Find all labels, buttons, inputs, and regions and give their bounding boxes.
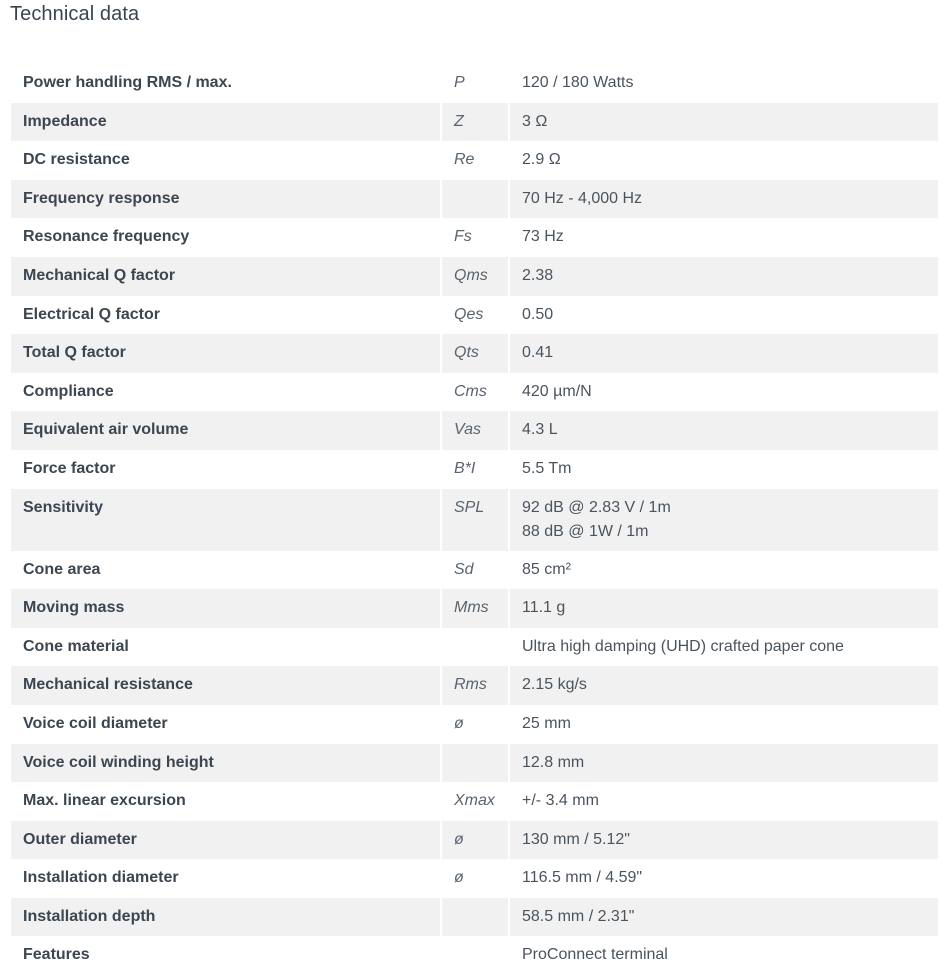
table-row: [11, 898, 938, 937]
table-row: [11, 334, 938, 373]
spec-symbol: [440, 744, 510, 783]
spec-symbol: [440, 628, 510, 667]
spec-value: 73 Hz: [522, 228, 564, 246]
table-row: [11, 705, 938, 744]
spec-label: Mechanical Q factor: [11, 257, 440, 296]
table-row: [11, 218, 938, 257]
spec-value: 2.9 Ω: [522, 151, 561, 169]
spec-value: [510, 489, 938, 551]
spec-value: 11.1 g: [510, 589, 938, 628]
spec-symbol: Re: [440, 141, 510, 180]
spec-label: Voice coil winding height: [11, 744, 440, 783]
spec-symbol: P: [440, 64, 510, 103]
spec-value: 5.5 Tm: [522, 459, 572, 477]
table-row: [11, 628, 938, 667]
spec-label: Mechanical resistance: [11, 666, 440, 705]
spec-symbol: Qes: [440, 296, 510, 335]
spec-value: 116.5 mm / 4.59": [522, 869, 643, 887]
spec-value: 25 mm: [522, 714, 571, 732]
spec-symbol: ø: [440, 859, 510, 898]
table-row: [11, 103, 938, 142]
spec-label: Compliance: [23, 382, 114, 400]
spec-label: Force factor: [23, 459, 116, 477]
table-row: [11, 551, 938, 590]
spec-value-line: 92 dB @ 2.83 V / 1m: [522, 498, 671, 516]
spec-label: Installation depth: [11, 898, 440, 937]
spec-label: Voice coil diameter: [23, 714, 168, 732]
spec-label: Outer diameter: [11, 821, 440, 860]
table-row: [11, 859, 938, 898]
spec-label: Power handling RMS / max.: [23, 74, 232, 91]
table-row: [11, 373, 938, 412]
spec-value-line: 88 dB @ 1W / 1m: [522, 522, 649, 540]
table-row: [11, 782, 938, 821]
spec-symbol: Rms: [440, 666, 510, 705]
spec-label: Max. linear excursion: [23, 792, 186, 810]
spec-label: Installation diameter: [23, 869, 179, 887]
spec-label: DC resistance: [23, 151, 130, 169]
table-row: [11, 296, 938, 335]
table-row: [11, 489, 938, 551]
spec-value: 0.41: [510, 334, 938, 373]
spec-label: Equivalent air volume: [11, 411, 440, 450]
table-row: [11, 411, 938, 450]
table-row: [11, 744, 938, 783]
spec-symbol: Xmax: [440, 782, 510, 821]
table-row: [11, 257, 938, 296]
spec-value: 120 / 180 Watts: [522, 74, 634, 91]
spec-value: 420 µm/N: [522, 382, 592, 400]
spec-symbol: SPL: [440, 489, 510, 551]
table-row: [11, 141, 938, 180]
spec-symbol: Qts: [440, 334, 510, 373]
spec-label: Moving mass: [11, 589, 440, 628]
technical-data-table: [11, 64, 938, 975]
table-row: [11, 589, 938, 628]
spec-symbol: Z: [440, 103, 510, 142]
spec-value: 12.8 mm: [510, 744, 938, 783]
spec-symbol: Fs: [440, 218, 510, 257]
spec-value: 3 Ω: [510, 103, 938, 142]
spec-value: 130 mm / 5.12": [510, 821, 938, 860]
table-row: [11, 64, 938, 103]
spec-symbol: Qms: [440, 257, 510, 296]
table-row: [11, 450, 938, 489]
spec-label: Cone area: [23, 560, 101, 578]
spec-value: Ultra high damping (UHD) crafted paper cone: [522, 637, 844, 655]
table-row: [11, 666, 938, 705]
table-row: [11, 936, 938, 975]
spec-symbol: [440, 180, 510, 219]
table-row: [11, 821, 938, 860]
spec-symbol: Mms: [440, 589, 510, 628]
spec-value: 4.3 L: [510, 411, 938, 450]
spec-symbol: [440, 898, 510, 937]
spec-value: 2.15 kg/s: [510, 666, 938, 705]
spec-value: 85 cm²: [522, 560, 571, 578]
spec-symbol: ø: [440, 821, 510, 860]
spec-value: 58.5 mm / 2.31": [510, 898, 938, 937]
spec-label: Sensitivity: [11, 489, 440, 551]
spec-value: 70 Hz - 4,000 Hz: [510, 180, 938, 219]
spec-symbol: Sd: [440, 551, 510, 590]
table-row: [11, 180, 938, 219]
spec-symbol: B*I: [440, 450, 510, 489]
spec-value: ProConnect terminal: [522, 946, 668, 964]
spec-symbol: [440, 936, 510, 975]
spec-label: Frequency response: [11, 180, 440, 219]
spec-value: 0.50: [522, 305, 554, 323]
spec-label: Resonance frequency: [23, 228, 190, 246]
spec-label: Impedance: [11, 103, 440, 142]
page-title: Technical data: [10, 3, 140, 25]
spec-value: 2.38: [510, 257, 938, 296]
spec-symbol: Vas: [440, 411, 510, 450]
spec-label: Total Q factor: [11, 334, 440, 373]
spec-symbol: Cms: [440, 373, 510, 412]
spec-label: Electrical Q factor: [23, 305, 160, 323]
spec-label: Features: [23, 946, 90, 964]
spec-symbol: ø: [440, 705, 510, 744]
spec-value: +/- 3.4 mm: [522, 792, 599, 810]
spec-label: Cone material: [23, 637, 129, 655]
